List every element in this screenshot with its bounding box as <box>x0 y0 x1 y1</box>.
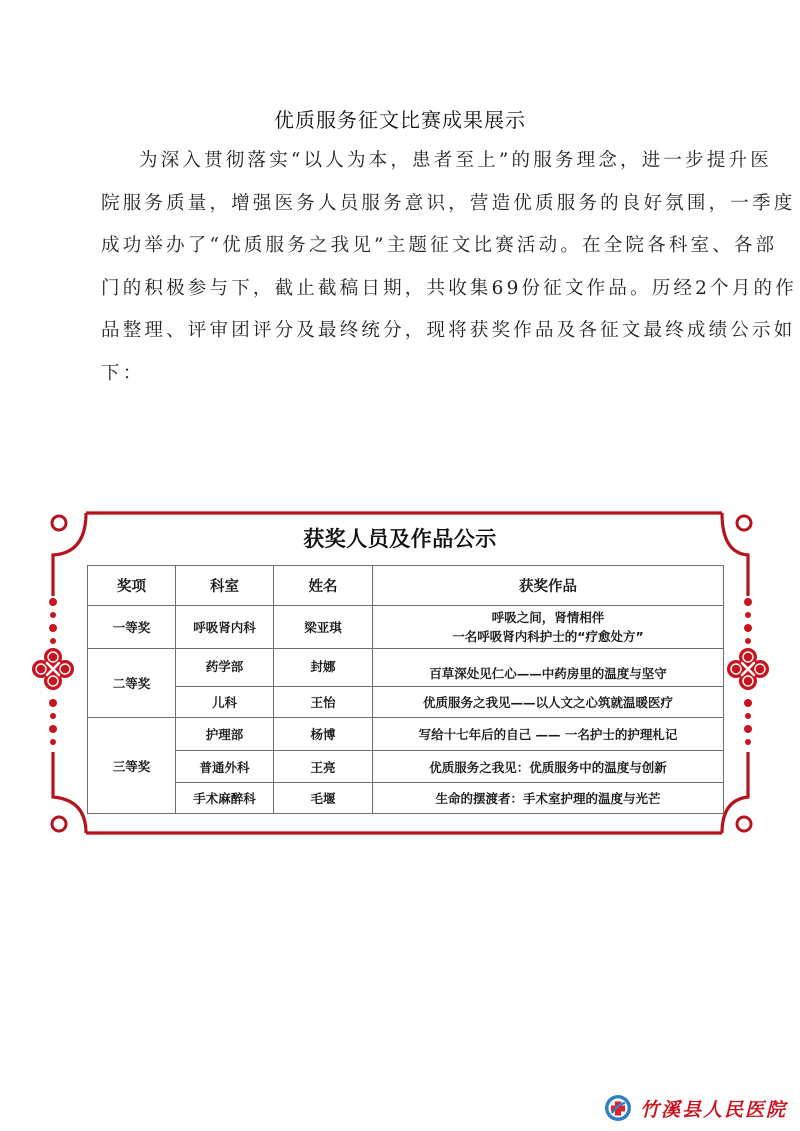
department: 儿科 <box>176 687 274 718</box>
award-level: 二等奖 <box>88 649 176 718</box>
ring-ornament-icon <box>737 817 751 831</box>
winner-name: 毛堰 <box>274 783 373 814</box>
department: 手术麻醉科 <box>176 783 274 814</box>
chinese-knot-icon <box>727 648 769 690</box>
department: 呼吸肾内科 <box>176 606 274 649</box>
table-row <box>88 687 724 718</box>
winner-name: 杨博 <box>274 718 373 751</box>
winning-work: 百草深处见仁心——中药房里的温度与坚守 <box>373 649 724 687</box>
table-row <box>88 606 724 649</box>
header-name: 姓名 <box>274 566 373 606</box>
paragraph-line: 品整理、评审团评分及最终统分，现将获奖作品及各征文最终成绩公示如 <box>101 320 796 342</box>
department: 护理部 <box>176 718 274 751</box>
table-row <box>88 751 724 783</box>
paragraph-line: 下： <box>101 362 145 384</box>
work-title-line: 一名呼吸肾内科护士的“疗愈处方” <box>452 629 644 644</box>
hospital-name: 竹溪县人民医院 <box>640 1098 788 1121</box>
paragraph-line: 门的积极参与下，截止截稿日期，共收集69份征文作品。历经2个月的作 <box>101 277 797 299</box>
ring-ornament-icon <box>52 817 66 831</box>
winning-work: 写给十七年后的自己 —— 一名护士的护理札记 <box>373 718 724 751</box>
intro-paragraph <box>101 140 797 396</box>
table-row <box>88 783 724 814</box>
hospital-emblem-icon <box>604 1094 632 1122</box>
winning-work: 优质服务之我见——以人文之心筑就温暖医疗 <box>373 687 724 718</box>
paragraph-line: 院服务质量，增强医务人员服务意识，营造优质服务的良好氛围，一季度 <box>101 192 796 214</box>
header-department: 科室 <box>176 566 274 606</box>
department: 药学部 <box>176 649 274 687</box>
work-title-line: 呼吸之间，肾情相伴 <box>491 610 605 625</box>
table-header-row <box>88 566 724 606</box>
winner-name: 王亮 <box>274 751 373 783</box>
chinese-knot-icon <box>32 648 74 690</box>
award-level: 一等奖 <box>88 606 176 649</box>
awards-board-title: 获奖人员及作品公示 <box>303 527 497 551</box>
department: 普通外科 <box>176 751 274 783</box>
winner-name: 梁亚琪 <box>274 606 373 649</box>
page-title: 优质服务征文比赛成果展示 <box>274 108 526 132</box>
winner-name: 王怡 <box>274 687 373 718</box>
header-work: 获奖作品 <box>373 566 724 606</box>
paragraph-line: 为深入贯彻落实“以人为本，患者至上”的服务理念，进一步提升医 <box>139 150 772 171</box>
winning-work: 生命的摆渡者：手术室护理的温度与光芒 <box>373 783 724 814</box>
award-level: 三等奖 <box>88 718 176 814</box>
table-row <box>88 649 724 687</box>
winner-name: 封娜 <box>274 649 373 687</box>
header-award: 奖项 <box>88 566 176 606</box>
hospital-logo <box>604 1093 794 1123</box>
winning-work <box>373 606 724 649</box>
table-row <box>88 718 724 751</box>
awards-table <box>87 565 724 814</box>
winning-work: 优质服务之我见：优质服务中的温度与创新 <box>373 751 724 783</box>
paragraph-line: 成功举办了“优质服务之我见”主题征文比赛活动。在全院各科室、各部 <box>101 235 778 257</box>
